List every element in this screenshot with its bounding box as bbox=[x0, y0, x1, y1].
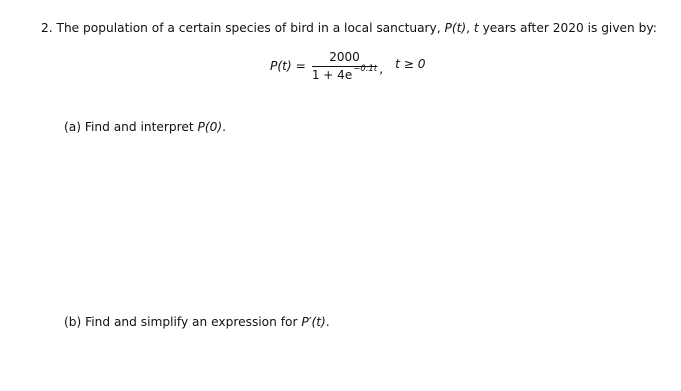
problem-number: 2. bbox=[41, 21, 53, 35]
part-b-text: Find and simplify an expression for bbox=[85, 315, 298, 329]
part-a-period: . bbox=[222, 120, 227, 134]
part-b-label: (b) bbox=[64, 315, 82, 329]
formula-lhs: P(t) bbox=[270, 59, 292, 73]
domain-constraint: t ≥ 0 bbox=[395, 57, 426, 71]
part-a-question bbox=[64, 120, 226, 134]
denominator-base: 1 + 4e bbox=[311, 68, 353, 82]
part-b-expression: P′(t) bbox=[301, 315, 326, 329]
time-variable: t bbox=[473, 21, 479, 35]
denominator-exponent: −0.1t bbox=[353, 64, 378, 74]
formula-numerator: 2000 bbox=[329, 50, 360, 64]
part-a-expression: P(0) bbox=[197, 120, 223, 134]
part-a-label: (a) bbox=[64, 120, 81, 134]
separator-comma: , bbox=[466, 21, 471, 35]
function-symbol: P(t) bbox=[444, 21, 467, 35]
part-b-period: . bbox=[325, 315, 330, 329]
formula-denominator bbox=[311, 64, 378, 82]
problem-statement bbox=[41, 21, 657, 35]
population-formula bbox=[270, 46, 426, 86]
formula-equals: = bbox=[295, 59, 306, 73]
part-b-question bbox=[64, 315, 330, 329]
formula-comma: , bbox=[379, 62, 384, 76]
formula-fraction bbox=[312, 50, 377, 82]
part-a-text: Find and interpret bbox=[84, 120, 194, 134]
problem-intro-tail: years after 2020 is given by: bbox=[482, 21, 657, 35]
problem-intro-text: The population of a certain species of bird in a local sanctuary, bbox=[56, 21, 441, 35]
